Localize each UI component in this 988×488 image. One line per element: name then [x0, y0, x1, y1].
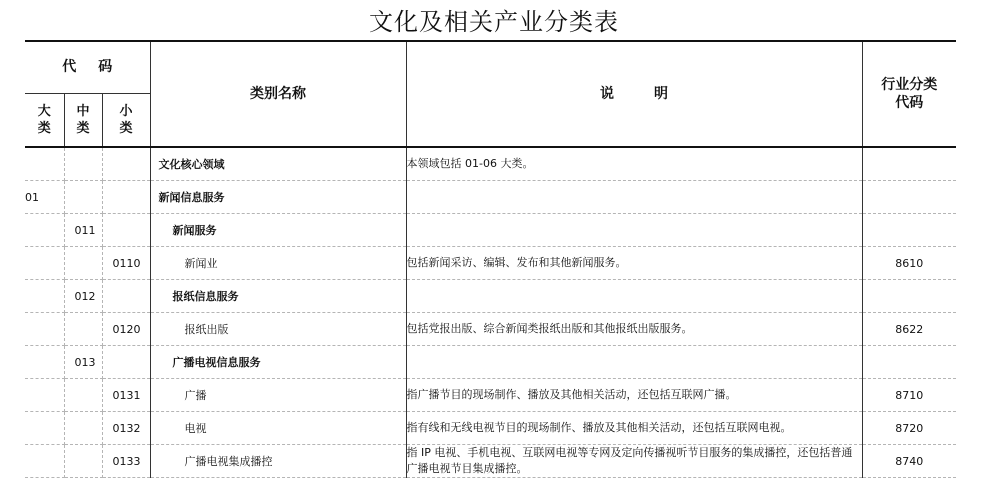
cell-category-name: 报纸出版: [150, 313, 406, 346]
table-row: [25, 346, 956, 379]
cell-industry-code: [862, 280, 956, 313]
cell-industry-code: [862, 214, 956, 247]
table-row: [25, 280, 956, 313]
cell-major: [25, 280, 64, 313]
cell-explanation: [406, 214, 862, 247]
cell-major: [25, 214, 64, 247]
cell-category-name: 广播电视信息服务: [150, 346, 406, 379]
cell-minor: [102, 181, 150, 214]
cell-middle: [64, 181, 102, 214]
table-row: [25, 445, 956, 478]
cell-explanation: 指广播节目的现场制作、播放及其他相关活动，还包括互联网广播。: [406, 379, 862, 412]
cell-explanation: 包括党报出版、综合新闻类报纸出版和其他报纸出版服务。: [406, 313, 862, 346]
table-row: [25, 247, 956, 280]
cell-middle: 012: [64, 280, 102, 313]
header-minor: 小类: [102, 93, 150, 147]
header-middle: 中类: [64, 93, 102, 147]
cell-industry-code: 8740: [862, 445, 956, 478]
cell-major: [25, 247, 64, 280]
cell-major: [25, 147, 64, 181]
cell-minor: [102, 214, 150, 247]
table-row: [25, 181, 956, 214]
cell-minor: 0120: [102, 313, 150, 346]
cell-major: [25, 445, 64, 478]
cell-middle: 011: [64, 214, 102, 247]
cell-minor: [102, 147, 150, 181]
cell-explanation: 本领域包括 01-06 大类。: [406, 147, 862, 181]
cell-middle: [64, 313, 102, 346]
cell-industry-code: 8710: [862, 379, 956, 412]
cell-explanation: 指 IP 电视、手机电视、互联网电视等专网及定向传播视听节目服务的集成播控，还包括普通广播电视节目集成播控。: [406, 445, 862, 478]
cell-major: [25, 379, 64, 412]
table-row: [25, 313, 956, 346]
cell-explanation: [406, 280, 862, 313]
cell-category-name: 新闻服务: [150, 214, 406, 247]
header-major: 大类: [25, 93, 64, 147]
header-explanation: 说明: [406, 41, 862, 147]
cell-minor: [102, 346, 150, 379]
cell-middle: [64, 445, 102, 478]
cell-industry-code: [862, 181, 956, 214]
table-row: [25, 147, 956, 181]
cell-explanation: 包括新闻采访、编辑、发布和其他新闻服务。: [406, 247, 862, 280]
cell-minor: 0131: [102, 379, 150, 412]
cell-major: 01: [25, 181, 64, 214]
classification-table: [25, 40, 956, 478]
table-row: [25, 214, 956, 247]
cell-major: [25, 313, 64, 346]
cell-industry-code: 8622: [862, 313, 956, 346]
cell-category-name: 新闻信息服务: [150, 181, 406, 214]
cell-middle: 013: [64, 346, 102, 379]
cell-minor: 0110: [102, 247, 150, 280]
cell-middle: [64, 247, 102, 280]
table-row: [25, 412, 956, 445]
cell-category-name: 电视: [150, 412, 406, 445]
cell-category-name: 广播电视集成播控: [150, 445, 406, 478]
header-category-name: 类别名称: [150, 41, 406, 147]
cell-middle: [64, 412, 102, 445]
cell-major: [25, 412, 64, 445]
cell-industry-code: 8720: [862, 412, 956, 445]
header-industry-code: 行业分类代码: [862, 41, 956, 147]
cell-category-name: 广播: [150, 379, 406, 412]
header-code: 代码: [25, 41, 150, 93]
cell-middle: [64, 147, 102, 181]
cell-minor: 0133: [102, 445, 150, 478]
cell-category-name: 文化核心领域: [150, 147, 406, 181]
cell-major: [25, 346, 64, 379]
cell-category-name: 新闻业: [150, 247, 406, 280]
cell-explanation: 指有线和无线电视节目的现场制作、播放及其他相关活动，还包括互联网电视。: [406, 412, 862, 445]
cell-category-name: 报纸信息服务: [150, 280, 406, 313]
cell-industry-code: 8610: [862, 247, 956, 280]
cell-industry-code: [862, 346, 956, 379]
cell-industry-code: [862, 147, 956, 181]
cell-minor: 0132: [102, 412, 150, 445]
cell-explanation: [406, 346, 862, 379]
table-row: [25, 379, 956, 412]
cell-middle: [64, 379, 102, 412]
page-title: 文化及相关产业分类表: [369, 8, 619, 36]
cell-minor: [102, 280, 150, 313]
cell-explanation: [406, 181, 862, 214]
